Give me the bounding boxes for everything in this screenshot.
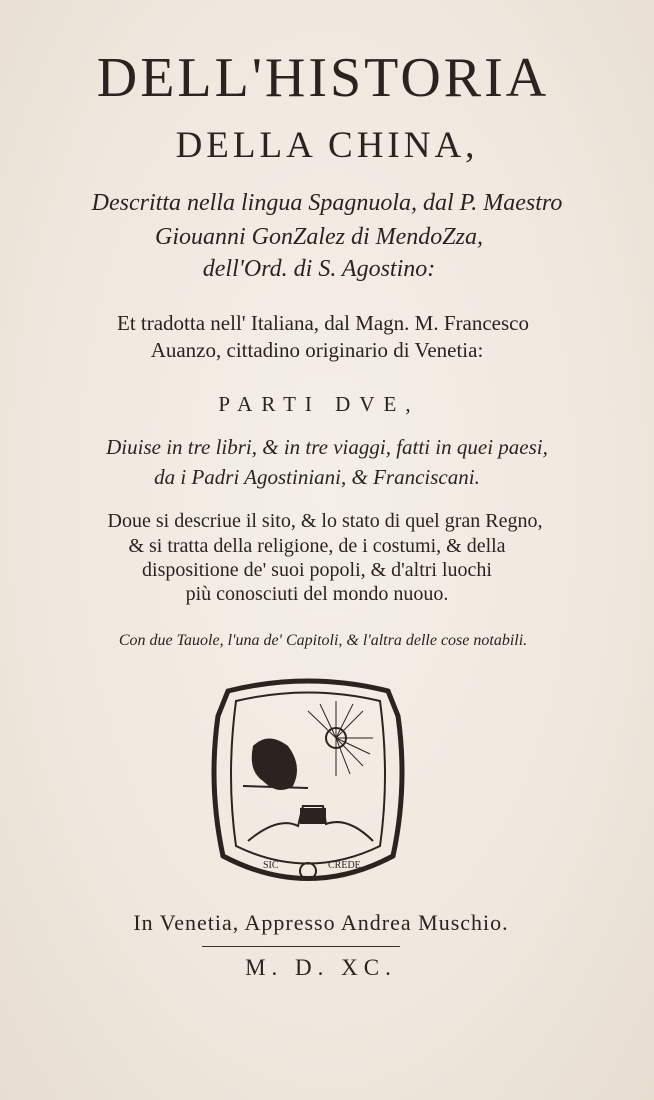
author-line-2: Giouanni GonZalez di MendoZza, [154, 224, 483, 250]
svg-text:CREDE: CREDE [328, 860, 361, 871]
printer-device-eagle-sun-icon [208, 676, 408, 891]
title-line-1: DELL'HISTORIA [96, 47, 550, 109]
imprint: In Venetia, Appresso Andrea Muschio. [133, 910, 509, 935]
division-line-1: Diuise in tre libri, & in tre viaggi, fatti in quei paesi, [106, 435, 548, 459]
author-line-1: Descritta nella lingua Spagnuola, dal P. Maestro [91, 190, 563, 216]
description-line-3: dispositione de' suoi popoli, & d'altri luochi [142, 559, 492, 581]
publication-year: M. D. XC. [245, 955, 397, 980]
divider-rule [202, 946, 400, 947]
description-line-1: Doue si descriue il sito, & lo stato di quel gran Regno, [107, 510, 543, 532]
description-line-4: più conosciuti del mondo nuouo. [185, 583, 449, 605]
author-line-3: dell'Ord. di S. Agostino: [202, 256, 436, 282]
parts-heading: PARTI DVE, [218, 392, 420, 416]
description-line-2: & si tratta della religione, de i costumi, & della [128, 535, 506, 557]
title-line-2: DELLA CHINA, [175, 125, 479, 166]
translator-line-1: Et tradotta nell' Italiana, dal Magn. M. Francesco [117, 311, 529, 335]
tables-note: Con due Tauole, l'una de' Capitoli, & l'altra delle cose notabili. [118, 632, 528, 649]
division-line-2: da i Padri Agostiniani, & Franciscani. [154, 465, 480, 489]
svg-text:SIC: SIC [263, 860, 279, 871]
translator-line-2: Auanzo, cittadino originario di Venetia: [150, 338, 484, 362]
